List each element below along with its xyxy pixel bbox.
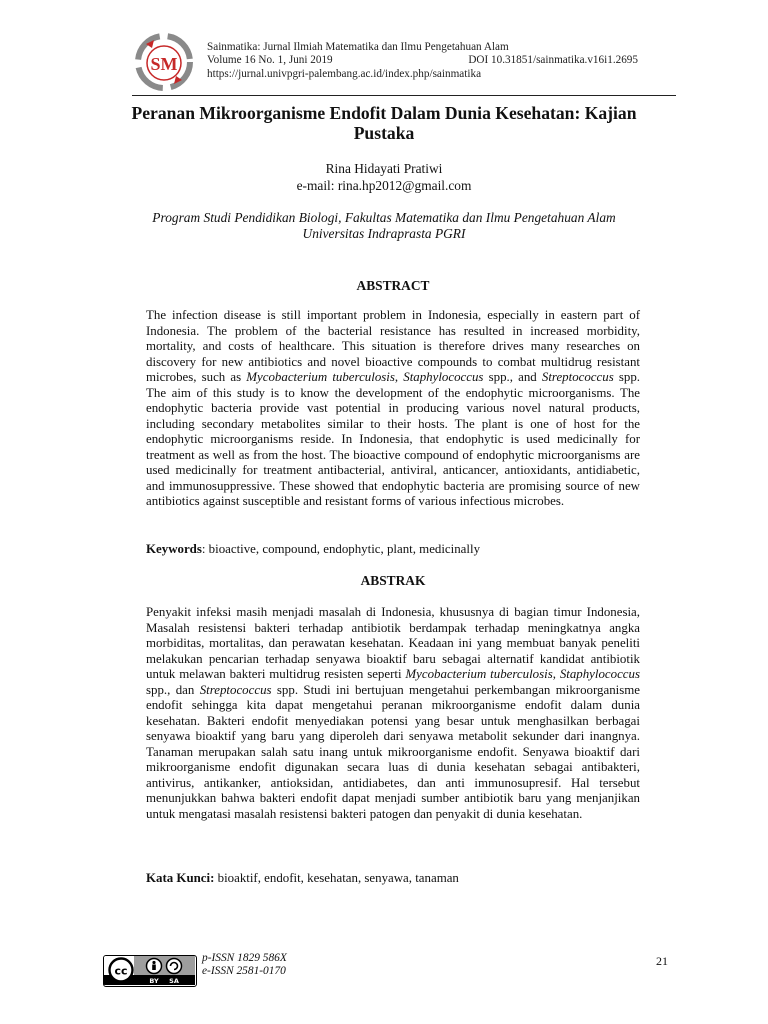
header-divider xyxy=(132,95,676,96)
author-email[interactable]: e-mail: rina.hp2012@gmail.com xyxy=(296,178,472,193)
author-block xyxy=(110,160,658,194)
affiliation xyxy=(110,210,658,242)
abstrak-text-2: spp. Studi ini bertujuan mengetahui perkembangan mikroorganisme endofit sehingga kita dapat mengetahui peranan mikroorganisme endofit dalam dunia kesehatan. Bakteri endofit menyediakan potensi yang besar untuk menghasilkan berbagai senyawa bioaktif yang baru yang diperoleh dari senyawa metabolit sekunder dari inangnya. Tanaman merupakan salah satu inang untuk mikroorganisme endofit. Senyawa bioaktif dari mikroorganisme endofit digunakan secara luas di dunia kesehatan sebagai antibakteri, antivirus, antikanker, antioksidan, antidiabetes, dan anti immunosupresif. Hal tersebut menunjukkan bahwa bakteri endofit dapat menjadi sumber antibiotik baru yang menjanjikan untuk mengatasi masalah resistensi bakteri patogen dan penyakit di dunia kesehatan. xyxy=(146,682,640,821)
volume-info: Volume 16 No. 1, Juni 2019 xyxy=(207,54,333,67)
journal-logo xyxy=(132,30,196,94)
page-number: 21 xyxy=(656,954,668,968)
keywords xyxy=(146,542,640,558)
abstract-text-1: The infection disease is still important problem in Indonesia, especially in eastern part of Indonesia. The problem of the bacterial resistance has resulted in increased morbidity, mortality, and costs of healthcare. This situation is therefore drives many researches on discovery for new antibiotics and novel bioactive compounds to combat multidrug resistant microbes, such as xyxy=(146,308,640,384)
cc-by-sa-badge[interactable] xyxy=(103,955,197,987)
abstrak-body xyxy=(146,605,640,822)
abstract-body xyxy=(146,308,640,510)
doi: DOI 10.31851/sainmatika.v16i1.2695 xyxy=(468,54,638,67)
keywords-list: : bioactive, compound, endophytic, plant, medicinally xyxy=(201,542,481,556)
journal-header xyxy=(207,41,662,81)
cc-text: cc xyxy=(114,964,128,978)
spesies-streptococcus: Streptococcus xyxy=(199,682,272,697)
spesies-mycobacterium: Mycobacterium tuberculosis xyxy=(405,667,553,681)
keywords-label: Keywords xyxy=(146,542,202,556)
spesies-staphylococcus: Staphylococcus xyxy=(559,667,640,681)
author-name: Rina Hidayati Pratiwi xyxy=(325,161,443,176)
kata-kunci xyxy=(146,871,640,887)
kata-kunci-label: Kata Kunci: xyxy=(146,871,215,885)
sa-label: SA xyxy=(169,977,179,985)
logo-text: SM xyxy=(150,54,178,74)
article-title: Peranan Mikroorganisme Endofit Dalam Dunia Kesehatan: Kajian Pustaka xyxy=(131,103,637,143)
abstract-heading: ABSTRACT xyxy=(356,278,430,293)
abstract-sep-2: spp., and xyxy=(483,370,542,384)
abstrak-heading: ABSTRAK xyxy=(360,573,426,588)
kata-kunci-list: bioaktif, endofit, kesehatan, senyawa, tanaman xyxy=(214,871,459,885)
affiliation-line-1: Program Studi Pendidikan Biologi, Fakultas Matematika dan Ilmu Pengetahuan Alam xyxy=(152,210,616,225)
affiliation-line-2: Universitas Indraprasta PGRI xyxy=(302,226,466,241)
cc-license-icon xyxy=(104,956,195,985)
abstrak-sep-1: , xyxy=(552,667,560,681)
e-issn: e-ISSN 2581-0170 xyxy=(202,965,286,978)
journal-name: Sainmatika: Jurnal Ilmiah Matematika dan Ilmu Pengetahuan Alam xyxy=(207,41,509,53)
journal-url[interactable]: https://jurnal.univpgri-palembang.ac.id/index.php/sainmatika xyxy=(207,67,482,80)
by-label: BY xyxy=(149,977,159,985)
p-issn: p-ISSN 1829 586X xyxy=(202,952,287,964)
species-streptococcus: Streptococcus xyxy=(541,370,614,384)
species-mycobacterium: Mycobacterium tuberculosis xyxy=(246,370,395,384)
abstrak-sep-2: spp., dan xyxy=(146,682,200,697)
species-staphylococcus: Staphylococcus xyxy=(403,370,484,384)
abstract-text-2: spp. The aim of this study is to know the development of the endophytic microorganisms. The endophytic bacteria provide vast potential in producing various novel natural products, including secondary metabolites similar to their hosts. The plant is one of host for the endophytic microorganisms reside. In Indonesia, that endophytic is used medicinally for treatment as well as from the host. The bioactive compound of endophytic microorganisms are used medicinally for treatment antibacterial, antiviral, anticancer, antioxidants, antidiabetic, and immunosuppressive. These showed that endophytic bacteria are promising source of new antibiotics against susceptible and resistant forms of various infectious microbes. xyxy=(146,370,640,508)
abstract-sep-1: , xyxy=(394,370,404,384)
issn-block xyxy=(202,952,287,978)
abstrak-text-1: Penyakit infeksi masih menjadi masalah di Indonesia, khususnya di bagian timur Indonesia, Masalah resistensi bakteri terhadap antibiotik berdampak terhadap meningkatnya angka morbiditas, mortalitas, dan perawatan kesehatan. Keadaan ini yang membuat banyak peneliti melakukan pencarian terhadap senyawa bioaktif baru sebagai alternatif kandidat antibiotik untuk melawan bakteri multidrug resisten seperti xyxy=(146,605,640,681)
